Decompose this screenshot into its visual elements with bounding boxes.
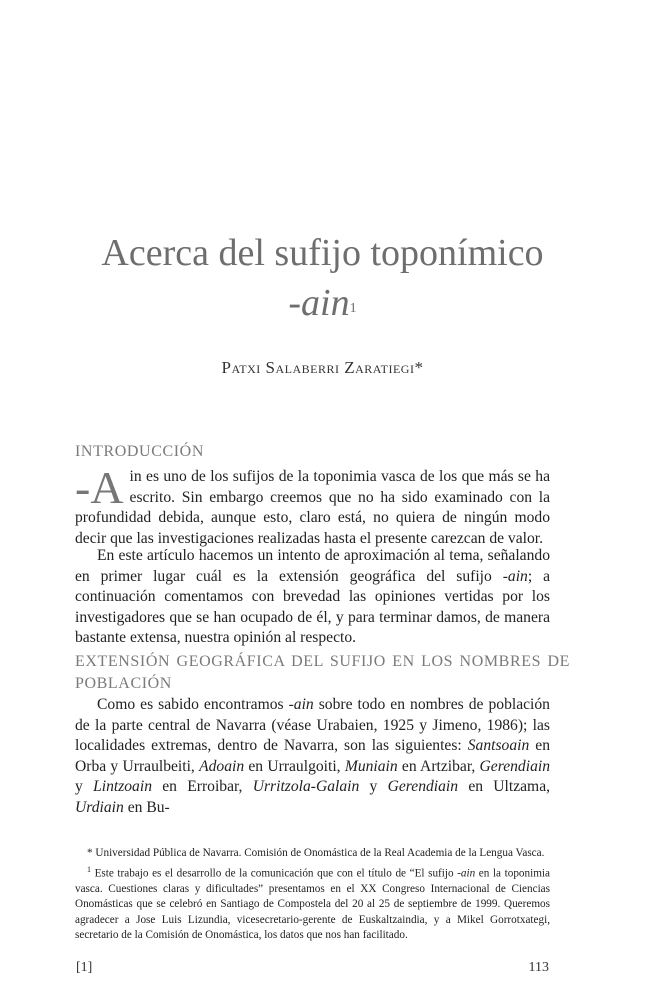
intro-p2-text-c: ; a continuación comentamos con brevedad las opiniones vertidas por los investigadores que se han ocupado de él, y para terminar damos, de manera bastante extensa, nuestra opinión al respecto.	[75, 567, 551, 646]
intro-paragraph-2	[75, 546, 550, 649]
ext-text: en Ultzama,	[458, 778, 551, 795]
ext-italic: Muniain	[344, 757, 398, 775]
footnote-1-mark: 1	[87, 864, 91, 874]
intro-p2-suffix: -ain	[502, 567, 528, 585]
section-heading-extension: EXTENSIÓN GEOGRÁFICA DEL SUFIJO EN LOS NOMBRES DE POBLACIÓN	[75, 653, 570, 692]
ext-text: y	[75, 778, 94, 795]
footnote-1-suffix: -ain	[457, 867, 476, 880]
footnote-1	[75, 862, 550, 944]
ext-italic: Gerendiain	[387, 778, 459, 795]
title-suffix: -ain	[288, 282, 350, 324]
ext-text: y	[359, 778, 388, 795]
ext-text: en Artzibar,	[397, 757, 480, 775]
ext-text: en Orba y Urraulbeiti,	[75, 737, 550, 775]
article-title	[60, 228, 585, 328]
ext-italic: Gerendiain	[479, 757, 550, 775]
ext-text: en Erroibar,	[152, 778, 253, 795]
section-heading-introduccion: INTRODUCCIÓN	[75, 443, 204, 460]
intro-paragraph-1	[75, 462, 550, 549]
ext-italic: Lintzoain	[93, 778, 152, 795]
ext-italic: Urdiain	[75, 798, 124, 816]
footnote-1-text-c: en la toponimia vasca. Cuestiones claras y dificultades” presentamos en el XX Congreso Internacional de Ciencias Onomásticas que se celebró en Santiago de Compostela del 20 al 25 de septiembre de 1999. Queremos agradecer a Jose Luis Lizundia, vicesecretario-gerente de Euskaltzaindia, y a Mikel Gorrotxategi, secretario de la Comisión de Onomástica, los datos que nos han facilitado.	[75, 867, 550, 942]
ext-italic: Santsoain	[467, 737, 530, 754]
ext-text: en Urraulgoiti,	[244, 757, 345, 775]
footnote-star: * Universidad Pública de Navarra. Comisión de Onomástica de la Real Academia de la Lengua Vasca.	[87, 847, 545, 859]
drop-cap: -A	[75, 462, 124, 513]
ext-italic: Urritzola-Galain	[252, 778, 360, 795]
footnotes	[75, 846, 550, 944]
extension-paragraph-1	[75, 695, 550, 818]
ext-italic: -ain	[288, 696, 314, 713]
ext-text: sobre todo en nombres de población de la parte central de Navarra (véase Urabaien, 1925 y Jimeno, 1986); las localidades extremas, dentro de Navarra, son las siguientes:	[75, 696, 550, 754]
page-footer-left: [1]	[76, 960, 93, 975]
intro-p1-text: in es uno de los sufijos de la toponimia vasca de los que más se ha escrito. Sin embargo creemos que no ha sido examinado con la profundidad debida, aunque esto, claro está, no quiera de ningún modo decir que las investigaciones realizadas hasta el presente carezcan de valor.	[75, 468, 550, 547]
title-line-2	[60, 278, 585, 328]
title-footnote-mark[interactable]: 1	[349, 301, 357, 316]
ext-text: Como es sabido encontramos	[97, 696, 289, 713]
intro-p2-text-a: En este artículo hacemos un intento de aproximación al tema, señalando en primer lugar cuál es la extensión geográfica del sufijo	[75, 547, 550, 585]
ext-text: en Bu-	[123, 798, 170, 816]
author-name: Patxi Salaberri Zaratiegi*	[221, 358, 424, 377]
title-line-1: Acerca del sufijo toponímico	[101, 232, 544, 274]
ext-italic: Adoain	[199, 757, 245, 775]
page-number: 113	[528, 960, 549, 975]
footnote-1-text-a: Este trabajo es el desarrollo de la comunicación que con el título de “El sufijo	[91, 867, 458, 880]
